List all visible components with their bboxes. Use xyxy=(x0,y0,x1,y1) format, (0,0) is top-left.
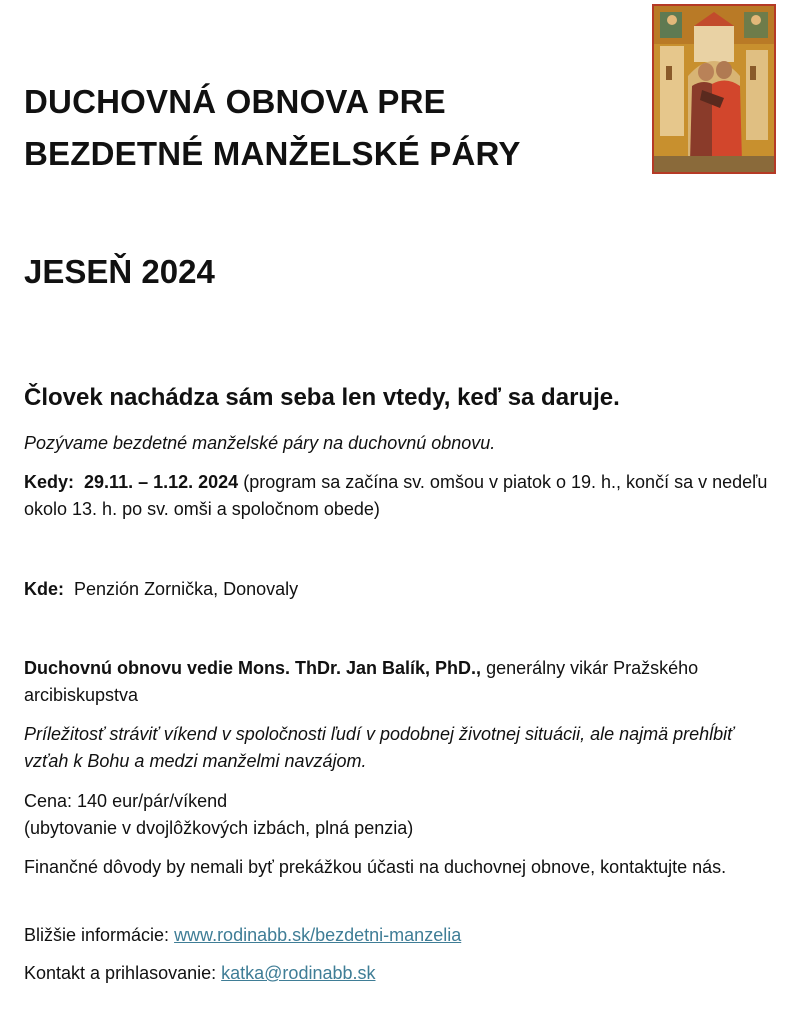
financial-note: Finančné dôvody by nemali byť prekážkou účasti na duchovnej obnove, kontaktujte nás. xyxy=(24,857,727,877)
where-label: Kde: xyxy=(24,579,64,599)
venue: Penzión Zornička, Donovaly xyxy=(74,579,299,599)
icon-painting xyxy=(654,6,774,172)
more-info-paragraph xyxy=(24,922,774,949)
program-details: (program sa začína sv. omšou v piatok o 19. h., končí sa v nedeľu okolo 13. h. po sv. omši a spoločnom obede) xyxy=(24,472,768,519)
leader-paragraph xyxy=(24,655,774,709)
opportunity-text: Príležitosť stráviť víkend v spoločnosti ľudí v podobnej životnej situácii, ale najmä prehĺbiť vzťah k Bohu a medzi manželmi navzájom. xyxy=(24,724,734,771)
more-info-link[interactable]: www.rodinabb.sk/bezdetni-manzelia xyxy=(174,925,462,945)
title-line-2: BEZDETNÉ MANŽELSKÉ PÁRY xyxy=(24,135,521,172)
season-heading: JESEŇ 2024 xyxy=(24,253,215,290)
more-info-label: Bližšie informácie: xyxy=(24,925,170,945)
tagline: Človek nachádza sám seba len vtedy, keď sa daruje. xyxy=(24,384,620,411)
leader-role: generálny vikár Pražského arcibiskupstva xyxy=(24,658,699,705)
when-paragraph xyxy=(24,469,774,523)
contact-email-link[interactable]: katka@rodinabb.sk xyxy=(221,963,376,983)
title-line-1: DUCHOVNÁ OBNOVA PRE xyxy=(24,83,446,120)
page-title xyxy=(24,76,624,180)
event-dates: 29.11. – 1.12. 2024 xyxy=(84,472,239,492)
where-paragraph xyxy=(24,576,774,603)
invitation-text: Pozývame bezdetné manželské páry na duchovnú obnovu. xyxy=(24,433,496,453)
leader-name: Duchovnú obnovu vedie Mons. ThDr. Jan Balík, PhD., xyxy=(24,658,482,678)
accommodation-line: (ubytovanie v dvojlôžkových izbách, plná penzia) xyxy=(24,818,414,838)
religious-icon-image xyxy=(652,4,776,174)
price-paragraph xyxy=(24,788,774,842)
contact-paragraph xyxy=(24,960,774,987)
when-label: Kedy: xyxy=(24,472,75,492)
price-line: Cena: 140 eur/pár/víkend xyxy=(24,791,228,811)
contact-label: Kontakt a prihlasovanie: xyxy=(24,963,217,983)
